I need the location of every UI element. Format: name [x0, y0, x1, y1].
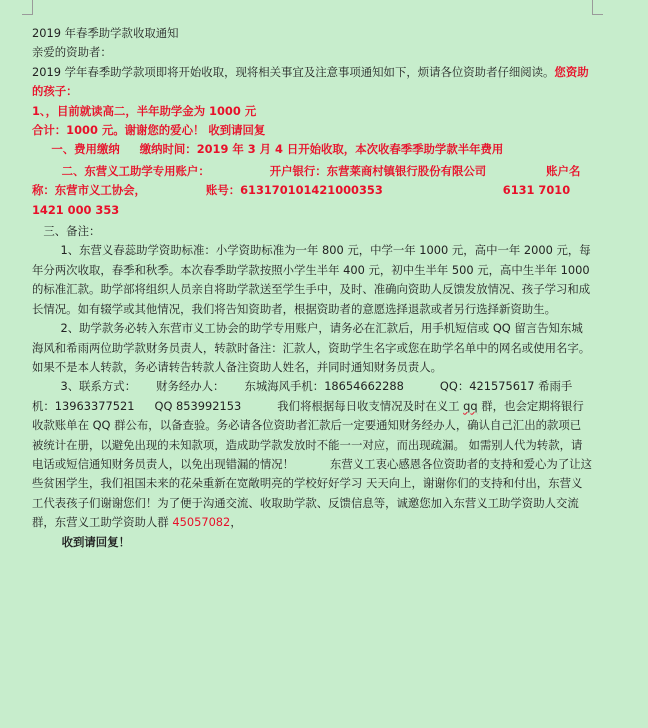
child-line: 1、，目前就读高二，半年助学金为 1000 元: [32, 103, 257, 118]
note3-qq2: QQ 853992153: [154, 398, 242, 413]
note3-finance: 财务经办人：: [156, 379, 225, 394]
note3-text-c: 东营义工衷心感恩各位资助者的支持和爱心为了让这些贫困学生，我们祖国未来的花朵重新在宽敞明亮的学校好好学习 天天向上，谢谢你们的支持和付出，东营义工代表孩子们谢谢您们！为了便于沟通交流、收取助学款、反馈信息等，诚邀您加入东营义工助学资助人交流群，东营义工助学资助人群: [32, 456, 592, 530]
note3-paragraph: [32, 377, 592, 532]
account-number: 账号：613170101421000353: [205, 183, 383, 198]
doc-title: 2019 年春季助学款收取通知: [32, 26, 179, 40]
note3-xiyu-phone: 希雨手机：13963377521: [32, 379, 573, 413]
section2-heading: 二、东营义工助学专用账户：: [61, 163, 210, 178]
note1-paragraph: 1、东营义春蕊助学资助标准：小学资助标准为一年 800 元，中学一年 1000 元，高中一年 2000 元，每年分两次收取，春季和秋季。本次春季助学款按照小学生半年 400 元，初中生半年 500 元，高中生半年 1000 的标准汇款。助学部将组织人员亲自将助学款送至学生手中，及时、准确向资助人反馈发放情况、孩子学习和成长情况。如有辍学或其他情况，我们将告知资助者，根据资助者的意愿选择退款或者另行选择新资助生。: [32, 243, 591, 316]
section1-paragraph: [32, 140, 592, 159]
page-margin-marker-left: [22, 0, 33, 15]
account-name: 账户名称：东营市义工协会，: [32, 163, 581, 198]
section3-heading: 三、备注：: [43, 224, 101, 239]
note3-dongcheng-phone: 东城海风手机：18654662288: [244, 379, 404, 394]
total-line: 合计：1000 元。谢谢您的爱心！ 收到请回复: [32, 123, 266, 138]
document-body[interactable]: [32, 24, 592, 552]
intro-paragraph: [32, 63, 592, 102]
group-tail: ，: [230, 515, 242, 530]
note3-label: 3、联系方式：: [60, 379, 137, 394]
account-number-spaced: 6131 7010 1421 000 353: [32, 183, 571, 217]
intro-highlight: 您资助的孩子：: [32, 64, 589, 99]
page-margin-marker-right: [592, 0, 603, 15]
note3-text-b: 群，也会定期将银行收款账单在 QQ 群公布，以备查验。务必请各位资助者汇款后一定要通知财务经办人，确认自己汇出的款项已被统计在册，以避免出现的未知款项，造成助学款发放时不能一一对应，而出现疏漏。 如需别人代为转款，请电话或短信通知财务员责人，以免出现错漏的情况！: [32, 398, 584, 471]
note3-text-a: 我们将根据每日收支情况及时在义工: [277, 398, 460, 413]
greeting: 亲爱的资助者：: [32, 45, 112, 60]
section1-time: 缴纳时间：2019 年 3 月 4 日开始收取，本次收春季季助学款半年费用: [139, 142, 504, 157]
section1-heading: 一、费用缴纳: [51, 142, 120, 157]
spellcheck-qq: qq: [463, 398, 478, 413]
bank-name: 开户银行：东营莱商村镇银行股份有限公司: [269, 163, 487, 178]
section2-paragraph: [32, 162, 592, 220]
note2-paragraph: 2、助学款务必转入东营市义工协会的助学专用账户，请务必在汇款后，用手机短信或 QQ 留言告知东城海风和希雨两位助学款财务员责人，转款时备注：汇款人，资助学生名字或您在助学名单中的网名或使用名字。 如果不是本人转款，务必请转告转款人备注资助人姓名，并同时通知财务员责人。: [32, 321, 591, 374]
note3-qq1: QQ：421575617: [439, 379, 535, 394]
group-number: 45057082: [172, 515, 231, 530]
intro-text: 2019 学年春季助学款项即将开始收取，现将相关事宜及注意事项通知如下，烦请各位资助者仔细阅读。: [32, 64, 555, 79]
closing-line: 收到请回复！: [61, 534, 130, 549]
